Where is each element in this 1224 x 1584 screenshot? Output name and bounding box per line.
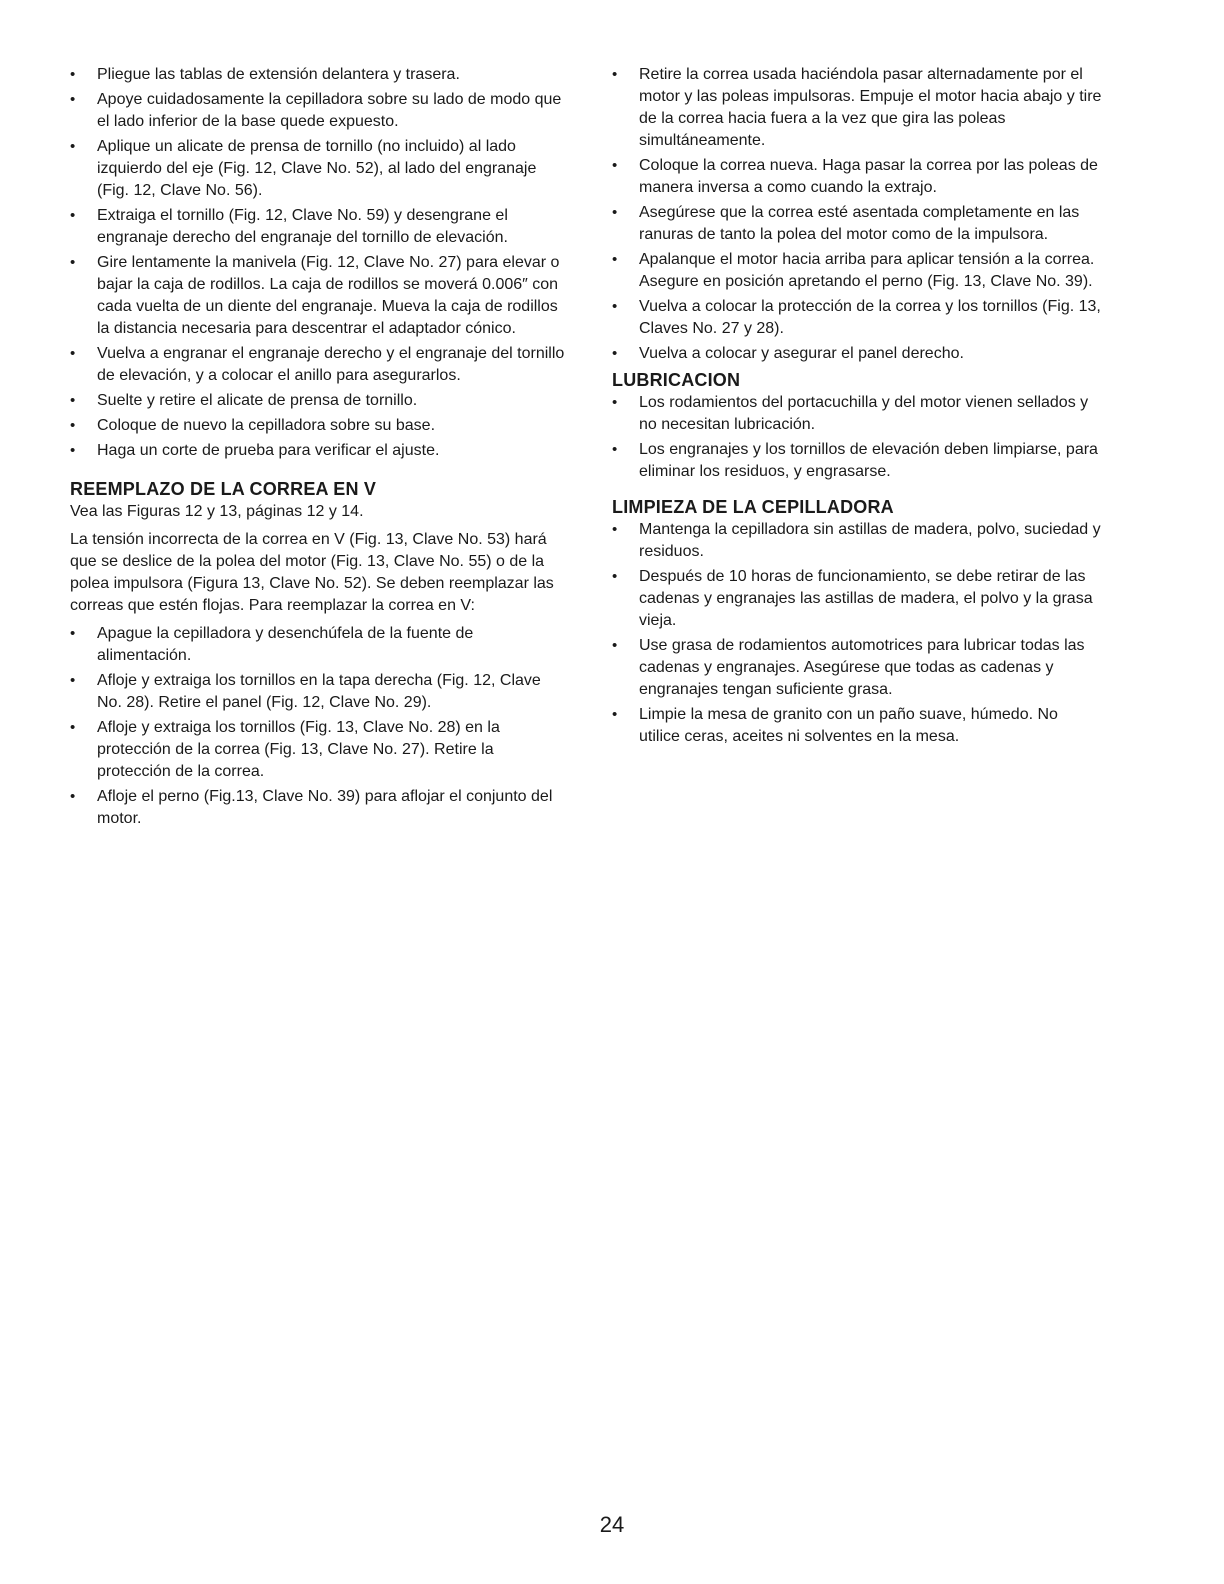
list-item: • Vuelva a colocar la protección de la correa y los tornillos (Fig. 13, Claves No. 27 y 28). — [612, 296, 1102, 340]
list-item: • Asegúrese que la correa esté asentada completamente en las ranuras de tanto la polea del motor como de la impulsora. — [612, 202, 1102, 246]
list-item: • Aplique un alicate de prensa de tornillo (no incluido) al lado izquierdo del eje (Fig. 12, Clave No. 52), al lado del engranaje (Fig. 12, Clave No. 56). — [70, 136, 570, 202]
list-item: • Apalanque el motor hacia arriba para aplicar tensión a la correa. Asegure en posición apretando el perno (Fig. 13, Clave No. 39). — [612, 249, 1102, 293]
lubrication-list — [612, 392, 1102, 483]
belt-replacement-heading: REEMPLAZO DE LA CORREA EN V — [70, 479, 377, 499]
belt-figure-reference: Vea las Figuras 12 y 13, páginas 12 y 14. — [70, 503, 364, 520]
list-item: • Retire la correa usada haciéndola pasar alternadamente por el motor y las poleas impulsoras. Empuje el motor hacia abajo y tire de la correa hacia fuera a la vez que gira las poleas simultáneamente. — [612, 64, 1102, 152]
belt-steps-continued-list — [612, 64, 1102, 365]
list-item: • Apoye cuidadosamente la cepilladora sobre su lado de modo que el lado inferior de la base quede expuesto. — [70, 89, 570, 133]
list-item: • Afloje y extraiga los tornillos en la tapa derecha (Fig. 12, Clave No. 28). Retire el panel (Fig. 12, Clave No. 29). — [70, 670, 570, 714]
lubrication-heading: LUBRICACION — [612, 370, 741, 390]
left-column — [70, 64, 570, 833]
cleaning-heading: LIMPIEZA DE LA CEPILLADORA — [612, 497, 894, 517]
list-item: • Los engranajes y los tornillos de elevación deben limpiarse, para eliminar los residuos, y engrasarse. — [612, 439, 1102, 483]
belt-intro-paragraph: La tensión incorrecta de la correa en V (Fig. 13, Clave No. 53) hará que se deslice de la polea del motor (Fig. 13, Clave No. 55) o de la polea impulsora (Figura 13, Clave No. 52). Se deben reemplazar las correas que estén flojas. Para reemplazar la correa en V: — [70, 531, 554, 614]
cleaning-list — [612, 519, 1102, 748]
list-item: • Pliegue las tablas de extensión delantera y trasera. — [70, 64, 570, 86]
list-item: • Los rodamientos del portacuchilla y del motor vienen sellados y no necesitan lubricación. — [612, 392, 1102, 436]
list-item: • Gire lentamente la manivela (Fig. 12, Clave No. 27) para elevar o bajar la caja de rodillos. La caja de rodillos se moverá 0.006″ con cada vuelta de un diente del engranaje. Mueva la caja de rodillos la distancia necesaria para descentrar el adaptador cónico. — [70, 252, 570, 340]
list-item: • Afloje el perno (Fig.13, Clave No. 39) para aflojar el conjunto del motor. — [70, 786, 570, 830]
list-item: • Después de 10 horas de funcionamiento, se debe retirar de las cadenas y engranajes las astillas de madera, el polvo y la grasa vieja. — [612, 566, 1102, 632]
list-item: • Mantenga la cepilladora sin astillas de madera, polvo, suciedad y residuos. — [612, 519, 1102, 563]
adjustment-steps-list — [70, 64, 570, 462]
right-column — [612, 64, 1102, 751]
list-item: • Haga un corte de prueba para verificar el ajuste. — [70, 440, 570, 462]
list-item: • Use grasa de rodamientos automotrices para lubricar todas las cadenas y engranajes. Asegúrese que todas as cadenas y engranajes tengan suficiente grasa. — [612, 635, 1102, 701]
list-item: • Coloque de nuevo la cepilladora sobre su base. — [70, 415, 570, 437]
list-item: • Suelte y retire el alicate de prensa de tornillo. — [70, 390, 570, 412]
list-item: • Coloque la correa nueva. Haga pasar la correa por las poleas de manera inversa a como cuando la extrajo. — [612, 155, 1102, 199]
list-item: • Vuelva a engranar el engranaje derecho y el engranaje del tornillo de elevación, y a colocar el anillo para asegurarlos. — [70, 343, 570, 387]
list-item: • Apague la cepilladora y desenchúfela de la fuente de alimentación. — [70, 623, 570, 667]
list-item: • Limpie la mesa de granito con un paño suave, húmedo. No utilice ceras, aceites ni solventes en la mesa. — [612, 704, 1102, 748]
belt-steps-list — [70, 623, 570, 830]
list-item: • Afloje y extraiga los tornillos (Fig. 13, Clave No. 28) en la protección de la correa (Fig. 13, Clave No. 27). Retire la protección de la correa. — [70, 717, 570, 783]
list-item: • Extraiga el tornillo (Fig. 12, Clave No. 59) y desengrane el engranaje derecho del engranaje del tornillo de elevación. — [70, 205, 570, 249]
page-number: 24 — [599, 1512, 625, 1537]
list-item: • Vuelva a colocar y asegurar el panel derecho. — [612, 343, 1102, 365]
